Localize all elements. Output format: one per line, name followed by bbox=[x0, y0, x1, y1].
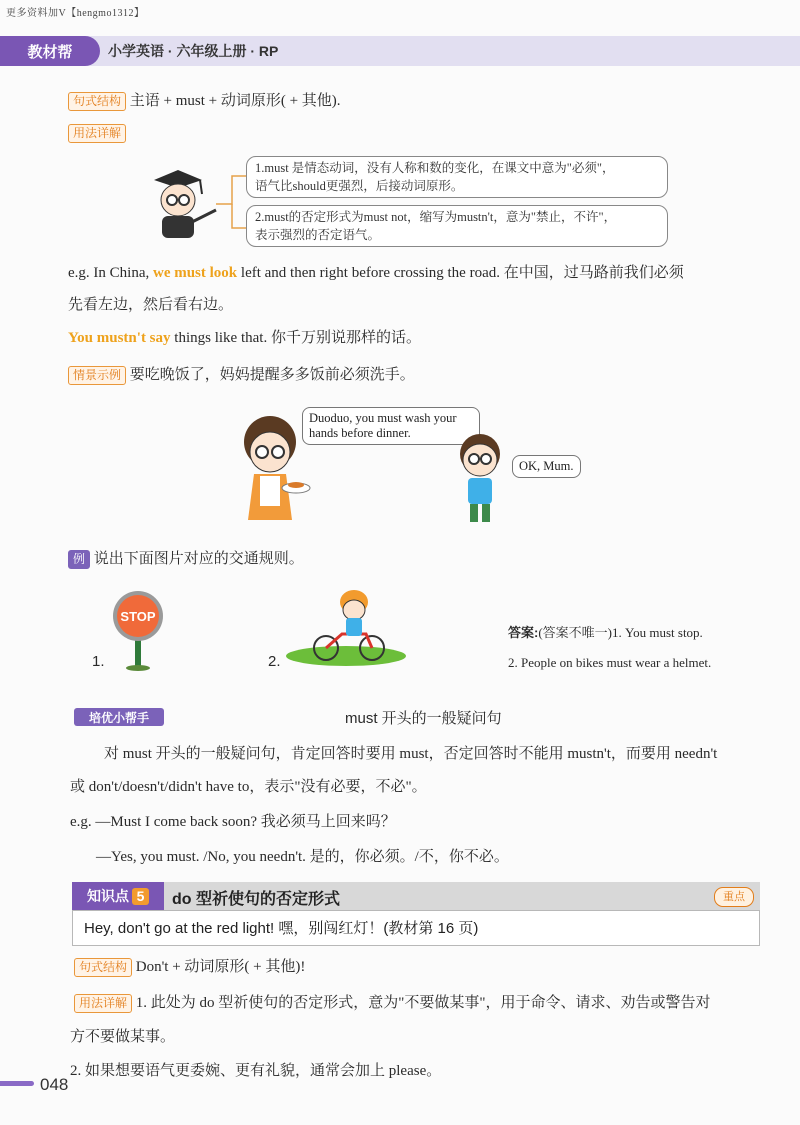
example-2-highlight: You mustn't say bbox=[68, 330, 171, 346]
mom-speech-line-1: Duoduo, you must wash your bbox=[309, 411, 457, 425]
stop-sign-image bbox=[104, 590, 174, 672]
cyclist-image bbox=[286, 584, 406, 668]
example-2-rest: things like that. 你千万别说那样的话。 bbox=[174, 330, 421, 346]
knowledge-point-label bbox=[72, 882, 164, 910]
bubble-1-line-1: 1.must 是情态动词，没有人称和数的变化，在课文中意为"必须"， bbox=[255, 161, 615, 175]
sentence-structure-1 bbox=[68, 89, 341, 111]
page-number-stripe bbox=[0, 1081, 34, 1086]
example-1-rest: left and then right before crossing the road. 在中国，过马路前我们必须 bbox=[240, 265, 684, 281]
stop-sign-text: STOP bbox=[120, 609, 156, 624]
usage-section-1 bbox=[68, 124, 126, 143]
mom-speech-line-2: hands before dinner. bbox=[309, 426, 411, 440]
usage-2-tag: 用法详解 bbox=[74, 994, 132, 1013]
exercise-item-2: 2. bbox=[268, 653, 281, 670]
scene-tag: 情景示例 bbox=[68, 366, 126, 385]
helper-title: must 开头的一般疑问句 bbox=[345, 710, 502, 727]
example-1-highlight: we must look bbox=[152, 265, 238, 281]
usage-2-line-3: 2. 如果想要语气更委婉、更有礼貌，通常会加上 please。 bbox=[70, 1063, 442, 1079]
helper-example-line-1: e.g. —Must I come back soon? 我必须马上回来吗？ bbox=[70, 814, 396, 830]
exercise-item-1: 1. bbox=[92, 653, 105, 670]
exercise-text: 说出下面图片对应的交通规则。 bbox=[93, 551, 304, 567]
structure-text: 主语 + must + 动词原形( + 其他). bbox=[129, 93, 341, 109]
scene-text: 要吃晚饭了，妈妈提醒多多饭前必须洗手。 bbox=[129, 367, 415, 383]
usage-2-text-1: 1. 此处为 do 型祈使句的否定形式，意为"不要做某事"，用于命令、请求、劝告或警告对 bbox=[135, 995, 711, 1011]
scene-example bbox=[68, 363, 415, 385]
structure-2-text: Don't + 动词原形( + 其他)! bbox=[135, 959, 306, 975]
answer-label: 答案: bbox=[508, 625, 539, 640]
watermark: 更多资料加V【hengmo1312】 bbox=[6, 8, 145, 19]
bubble-1-line-2: 语气比should更强烈，后接动词原形。 bbox=[255, 179, 464, 193]
structure-tag: 句式结构 bbox=[68, 92, 126, 111]
sentence-structure-2 bbox=[74, 955, 305, 977]
usage-2-line-2: 方不要做某事。 bbox=[70, 1029, 176, 1045]
bubble-2-line-1: 2.must的否定形式为must not，缩写为mustn't，意为"禁止，不许"， bbox=[255, 210, 617, 224]
answer-note: (答案不唯一) bbox=[538, 625, 613, 640]
boy-illustration bbox=[452, 432, 512, 527]
answer-line-1 bbox=[508, 622, 703, 641]
knowledge-sentence: Hey, don't go at the red light! 嘿，别闯红灯！(教材第 16 页) bbox=[84, 920, 479, 937]
helper-paragraph-line-2: 或 don't/doesn't/didn't have to，表示"没有必要，不必"。 bbox=[70, 779, 427, 795]
helper-example-line-2: —Yes, you must. /No, you needn't. 是的，你必须。/不，你不必。 bbox=[96, 849, 509, 865]
knowledge-title: do 型祈使句的否定形式 bbox=[172, 891, 340, 908]
answer-2: 2. People on bikes must wear a helmet. bbox=[508, 655, 712, 670]
knowledge-label-text: 知识点 bbox=[87, 888, 129, 904]
usage-bubble-2 bbox=[246, 205, 668, 247]
page-number: 048 bbox=[40, 1075, 69, 1094]
brand-logo: 教材帮 bbox=[0, 36, 100, 66]
helper-tag: 培优小帮手 bbox=[74, 708, 164, 726]
boy-speech-bubble: OK, Mum. bbox=[512, 455, 581, 478]
usage-bubble-1 bbox=[246, 156, 668, 198]
example-1-prefix: e.g. In China, bbox=[68, 265, 150, 281]
example-1 bbox=[68, 261, 684, 282]
usage-2-line-1 bbox=[74, 991, 711, 1013]
exercise-tag: 例 bbox=[68, 550, 90, 569]
answer-1: 1. You must stop. bbox=[612, 625, 703, 640]
knowledge-number: 5 bbox=[132, 888, 149, 905]
book-title: 小学英语 · 六年级上册 · RP bbox=[108, 43, 279, 59]
usage-tag: 用法详解 bbox=[68, 124, 126, 143]
example-1-translation: 先看左边，然后看右边。 bbox=[68, 297, 234, 313]
helper-paragraph-line-1: 对 must 开头的一般疑问句，肯定回答时要用 must，否定回答时不能用 mustn't，而要用 needn't bbox=[104, 746, 718, 762]
structure-2-tag: 句式结构 bbox=[74, 958, 132, 977]
exercise-prompt bbox=[68, 547, 304, 569]
bubble-2-line-2: 表示强烈的否定语气。 bbox=[255, 228, 381, 242]
key-point-badge: 重点 bbox=[714, 887, 754, 907]
example-2 bbox=[68, 326, 421, 347]
